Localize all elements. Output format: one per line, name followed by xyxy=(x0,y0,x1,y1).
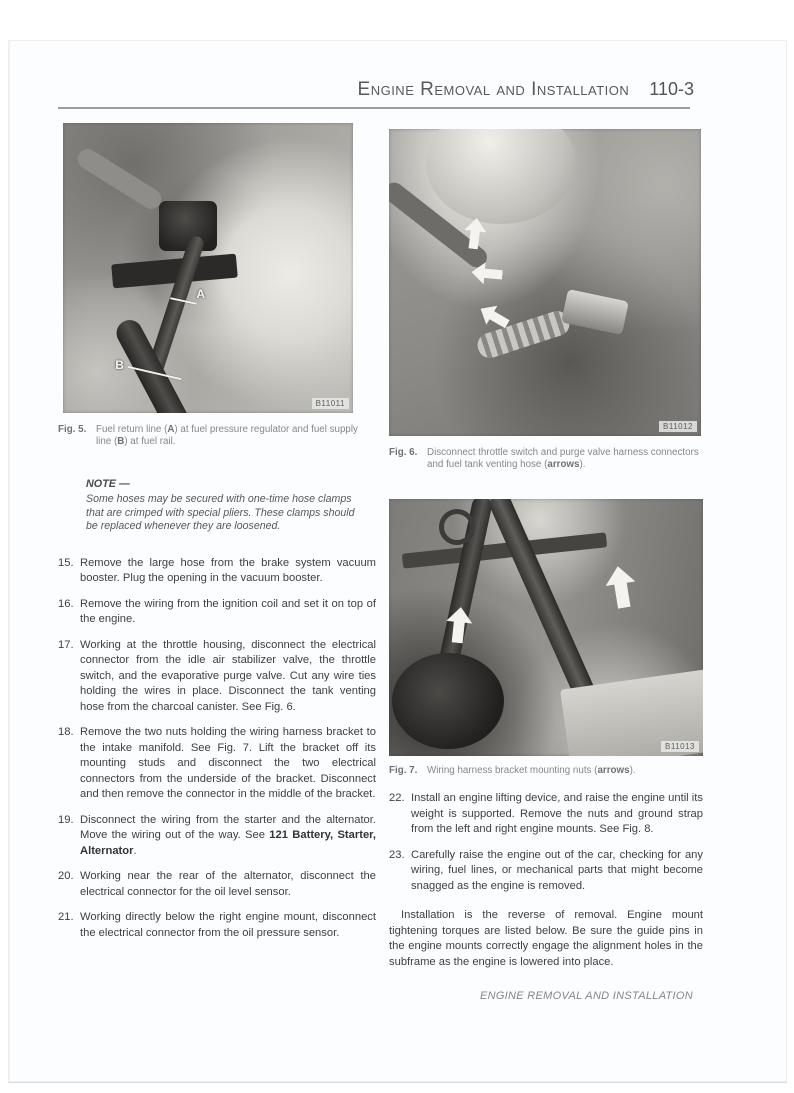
step-text: Carefully raise the engine out of the car, checking for any wiring, fuel lines, or mechanical parts that might become snagged as the engine is removed. xyxy=(411,848,703,892)
step-number: 23. xyxy=(389,848,405,861)
step-text: Install an engine lifting device, and raise the engine until its weight is supported. Remove the nuts and ground strap from the left and right engine mounts. See Fig. 8. xyxy=(411,792,703,835)
white-arrow-up-icon xyxy=(603,564,639,610)
procedure-step xyxy=(58,597,376,628)
step-number: 20. xyxy=(58,870,74,882)
step-text: Remove the large hose from the brake system vacuum booster. Plug the opening in the vacuum booster. xyxy=(80,556,376,584)
step-text: Working directly below the right engine mount, disconnect the electrical connector from the oil pressure sensor. xyxy=(80,911,376,939)
left-column xyxy=(58,123,376,951)
procedure-step xyxy=(58,813,376,860)
figure5-caption xyxy=(58,424,376,448)
step-number: 19. xyxy=(58,813,74,826)
procedure-steps-left xyxy=(58,556,376,942)
note-text: Some hoses may be secured with one-time hose clamps that are crimped with special pliers. These clamps should be replaced whenever they are loosened. xyxy=(86,493,355,532)
photo-art-shape xyxy=(426,129,576,224)
photo-art-shape xyxy=(74,146,165,213)
procedure-steps-right xyxy=(389,791,703,894)
step-text: Remove the wiring from the ignition coil and set it on top of the engine. xyxy=(80,597,376,625)
figure5-caption-text: Fuel return line (A) at fuel pressure regulator and fuel supply line (B) at fuel rail. xyxy=(96,424,358,447)
figure6-caption-text: Disconnect throttle switch and purge valve harness connectors and fuel tank venting hose (arrows). xyxy=(427,447,699,470)
figure6-photo xyxy=(389,129,701,436)
step-text: Working near the rear of the alternator, disconnect the electrical connector for the oil level sensor. xyxy=(80,870,376,898)
figure6-caption xyxy=(389,447,703,471)
procedure-step xyxy=(389,848,703,895)
step-number: 22. xyxy=(389,792,405,804)
photo-art-shape xyxy=(392,653,504,749)
callout-label-a: A xyxy=(196,286,206,301)
figure6-caption-label: Fig. 6. xyxy=(389,447,418,458)
closing-paragraph: Installation is the reverse of removal. Engine mount tightening torques are listed below. Be sure the guide pins in the engine mounts correctly engage the alignment holes in the subframe as the engine is lowered into place. xyxy=(389,909,703,968)
right-column xyxy=(389,129,703,1002)
page-number: 110-3 xyxy=(649,79,694,99)
procedure-step xyxy=(389,791,703,838)
manual-page xyxy=(8,40,787,1082)
photo-art-shape xyxy=(487,499,603,713)
step-number: 18. xyxy=(58,726,74,738)
figure5-caption-label: Fig. 5. xyxy=(58,424,87,435)
photo-art-shape xyxy=(561,289,629,335)
page-footer: ENGINE REMOVAL AND INSTALLATION xyxy=(479,990,693,1002)
page-header xyxy=(358,79,694,101)
note-block xyxy=(86,478,362,534)
procedure-step xyxy=(58,638,376,716)
photo-watermark: B11013 xyxy=(661,741,699,752)
procedure-step xyxy=(58,725,376,803)
photo-art-shape xyxy=(112,316,196,413)
step-text: Disconnect the wiring from the starter and the alternator. Move the wiring out of the way. See 121 Battery, Starter, Alternator. xyxy=(80,813,377,857)
figure5-photo xyxy=(63,123,353,413)
header-rule xyxy=(58,107,690,109)
photo-watermark: B11012 xyxy=(659,421,697,432)
figure7-caption xyxy=(389,765,703,777)
step-number: 16. xyxy=(58,597,74,610)
photo-watermark: B11011 xyxy=(312,398,349,409)
step-number: 15. xyxy=(58,556,74,569)
step-text: Remove the two nuts holding the wiring harness bracket to the intake manifold. See Fig. 7. Lift the bracket off its mounting studs and disconnect the two electrical connectors from the underside of the bracket. Disconnect and then remove the connector in the middle of the bracket. xyxy=(80,726,376,800)
page-title: Engine Removal and Installation xyxy=(357,79,630,100)
figure7-caption-label: Fig. 7. xyxy=(389,765,418,776)
note-label: NOTE — xyxy=(86,478,130,490)
step-number: 21. xyxy=(58,911,74,923)
step-number: 17. xyxy=(58,638,74,651)
procedure-step xyxy=(58,910,376,941)
figure7-caption-text: Wiring harness bracket mounting nuts (arrows). xyxy=(427,765,636,776)
callout-label-b: B xyxy=(115,357,124,372)
procedure-step xyxy=(58,556,376,587)
figure7-photo xyxy=(389,499,703,756)
step-text: Working at the throttle housing, disconnect the electrical connector from the idle air stabilizer valve, the throttle switch, and the evaporative purge valve. Cut any wire ties holding the wires in place. Disconnect the tank venting hose from the charcoal canister. See Fig. 6. xyxy=(80,638,376,713)
procedure-step xyxy=(58,869,376,900)
